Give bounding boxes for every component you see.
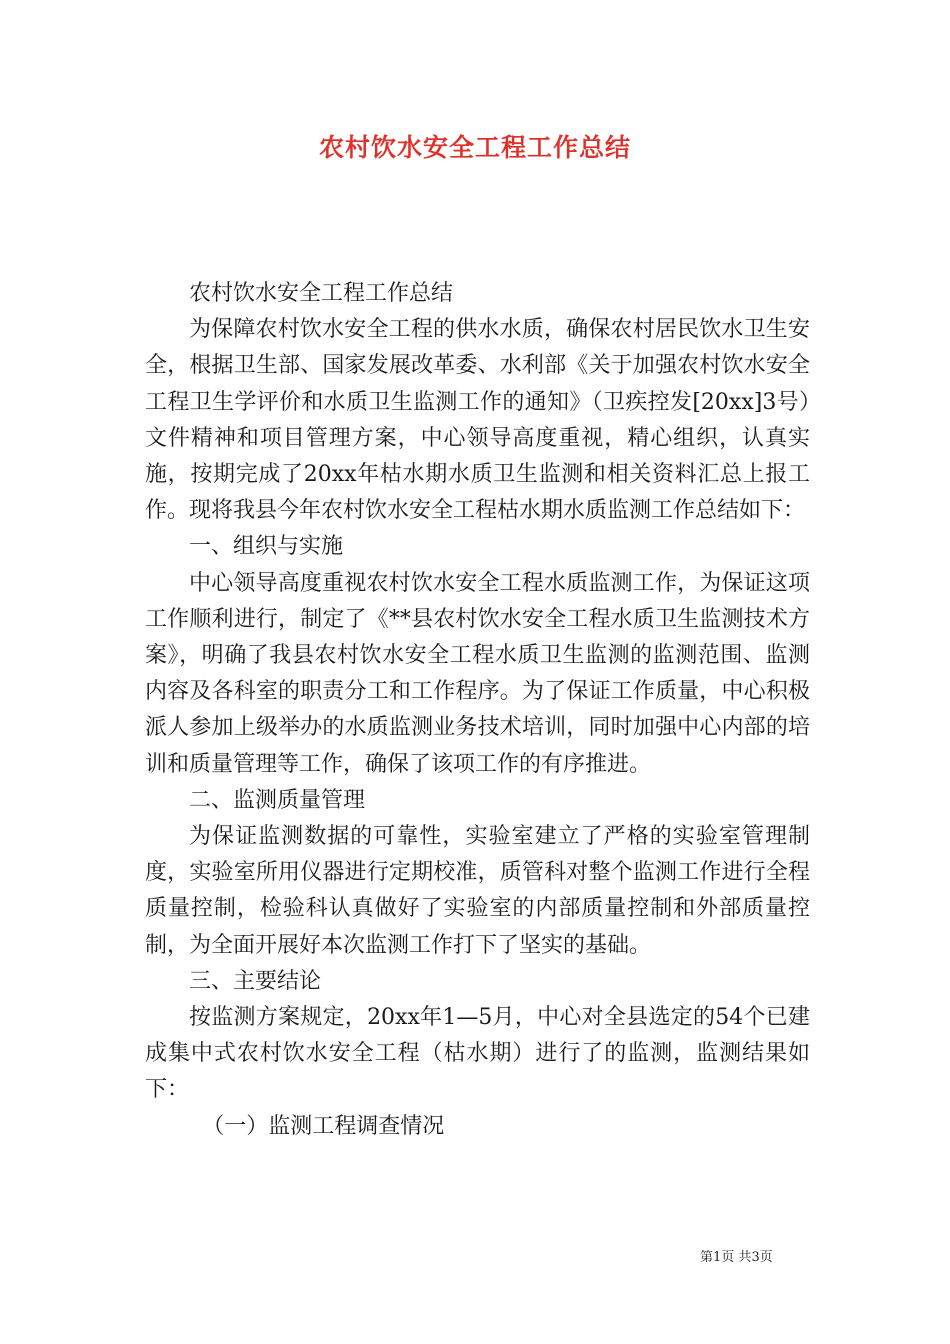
page-footer [700,1246,773,1265]
document-title: 农村饮水安全工程工作总结 [318,133,631,162]
footer-page-unit: 页 共 [721,1250,752,1265]
section-heading-organization: 一、组织与实施 [189,534,344,560]
footer-total-pages: 3 [751,1250,760,1265]
quality-paragraph: 为保证监测数据的可靠性，实验室建立了严格的实验室管理制度，实验室所用仪器进行定期校准，质管科对整个监测工作进行全程质量控制，检验科认真做好了实验室的内部质量控制和外部质量控制，为全面开展好本次监测工作打下了坚实的基础。 [145,824,810,958]
footer-page-label: 第 [700,1250,714,1265]
footer-total-unit: 页 [759,1250,773,1265]
subsection-heading-survey: （一）监测工程调查情况 [202,1113,445,1139]
conclusions-paragraph: 按监测方案规定，20xx年1—5月，中心对全县选定的54个已建成集中式农村饮水安全工程（枯水期）进行了的监测，监测结果如下： [145,1005,810,1103]
section-heading-quality: 二、监测质量管理 [189,787,366,813]
organization-paragraph: 中心领导高度重视农村饮水安全工程水质监测工作，为保证这项工作顺利进行，制定了《**县农村饮水安全工程水质卫生监测技术方案》，明确了我县农村饮水安全工程水质卫生监测的监测范围、监测内容及各科室的职责分工和工作程序。为了保证工作质量，中心积极派人参加上级举办的水质监测业务技术培训，同时加强中心内部的培训和质量管理等工作，确保了该项工作的有序推进。 [145,570,810,777]
intro-paragraph: 为保障农村饮水安全工程的供水水质，确保农村居民饮水卫生安全，根据卫生部、国家发展改革委、水利部《关于加强农村饮水安全工程卫生学评价和水质卫生监测工作的通知》（卫疾控发[20xx]3号）文件精神和项目管理方案，中心领导高度重视，精心组织，认真实施，按期完成了20xx年枯水期水质卫生监测和相关资料汇总上报工作。现将我县今年农村饮水安全工程枯水期水质监测工作总结如下： [145,317,810,524]
section-heading-conclusions: 三、主要结论 [189,968,322,994]
body-heading: 农村饮水安全工程工作总结 [189,281,454,306]
document-body [145,276,810,1145]
footer-page-number: 1 [713,1250,722,1265]
